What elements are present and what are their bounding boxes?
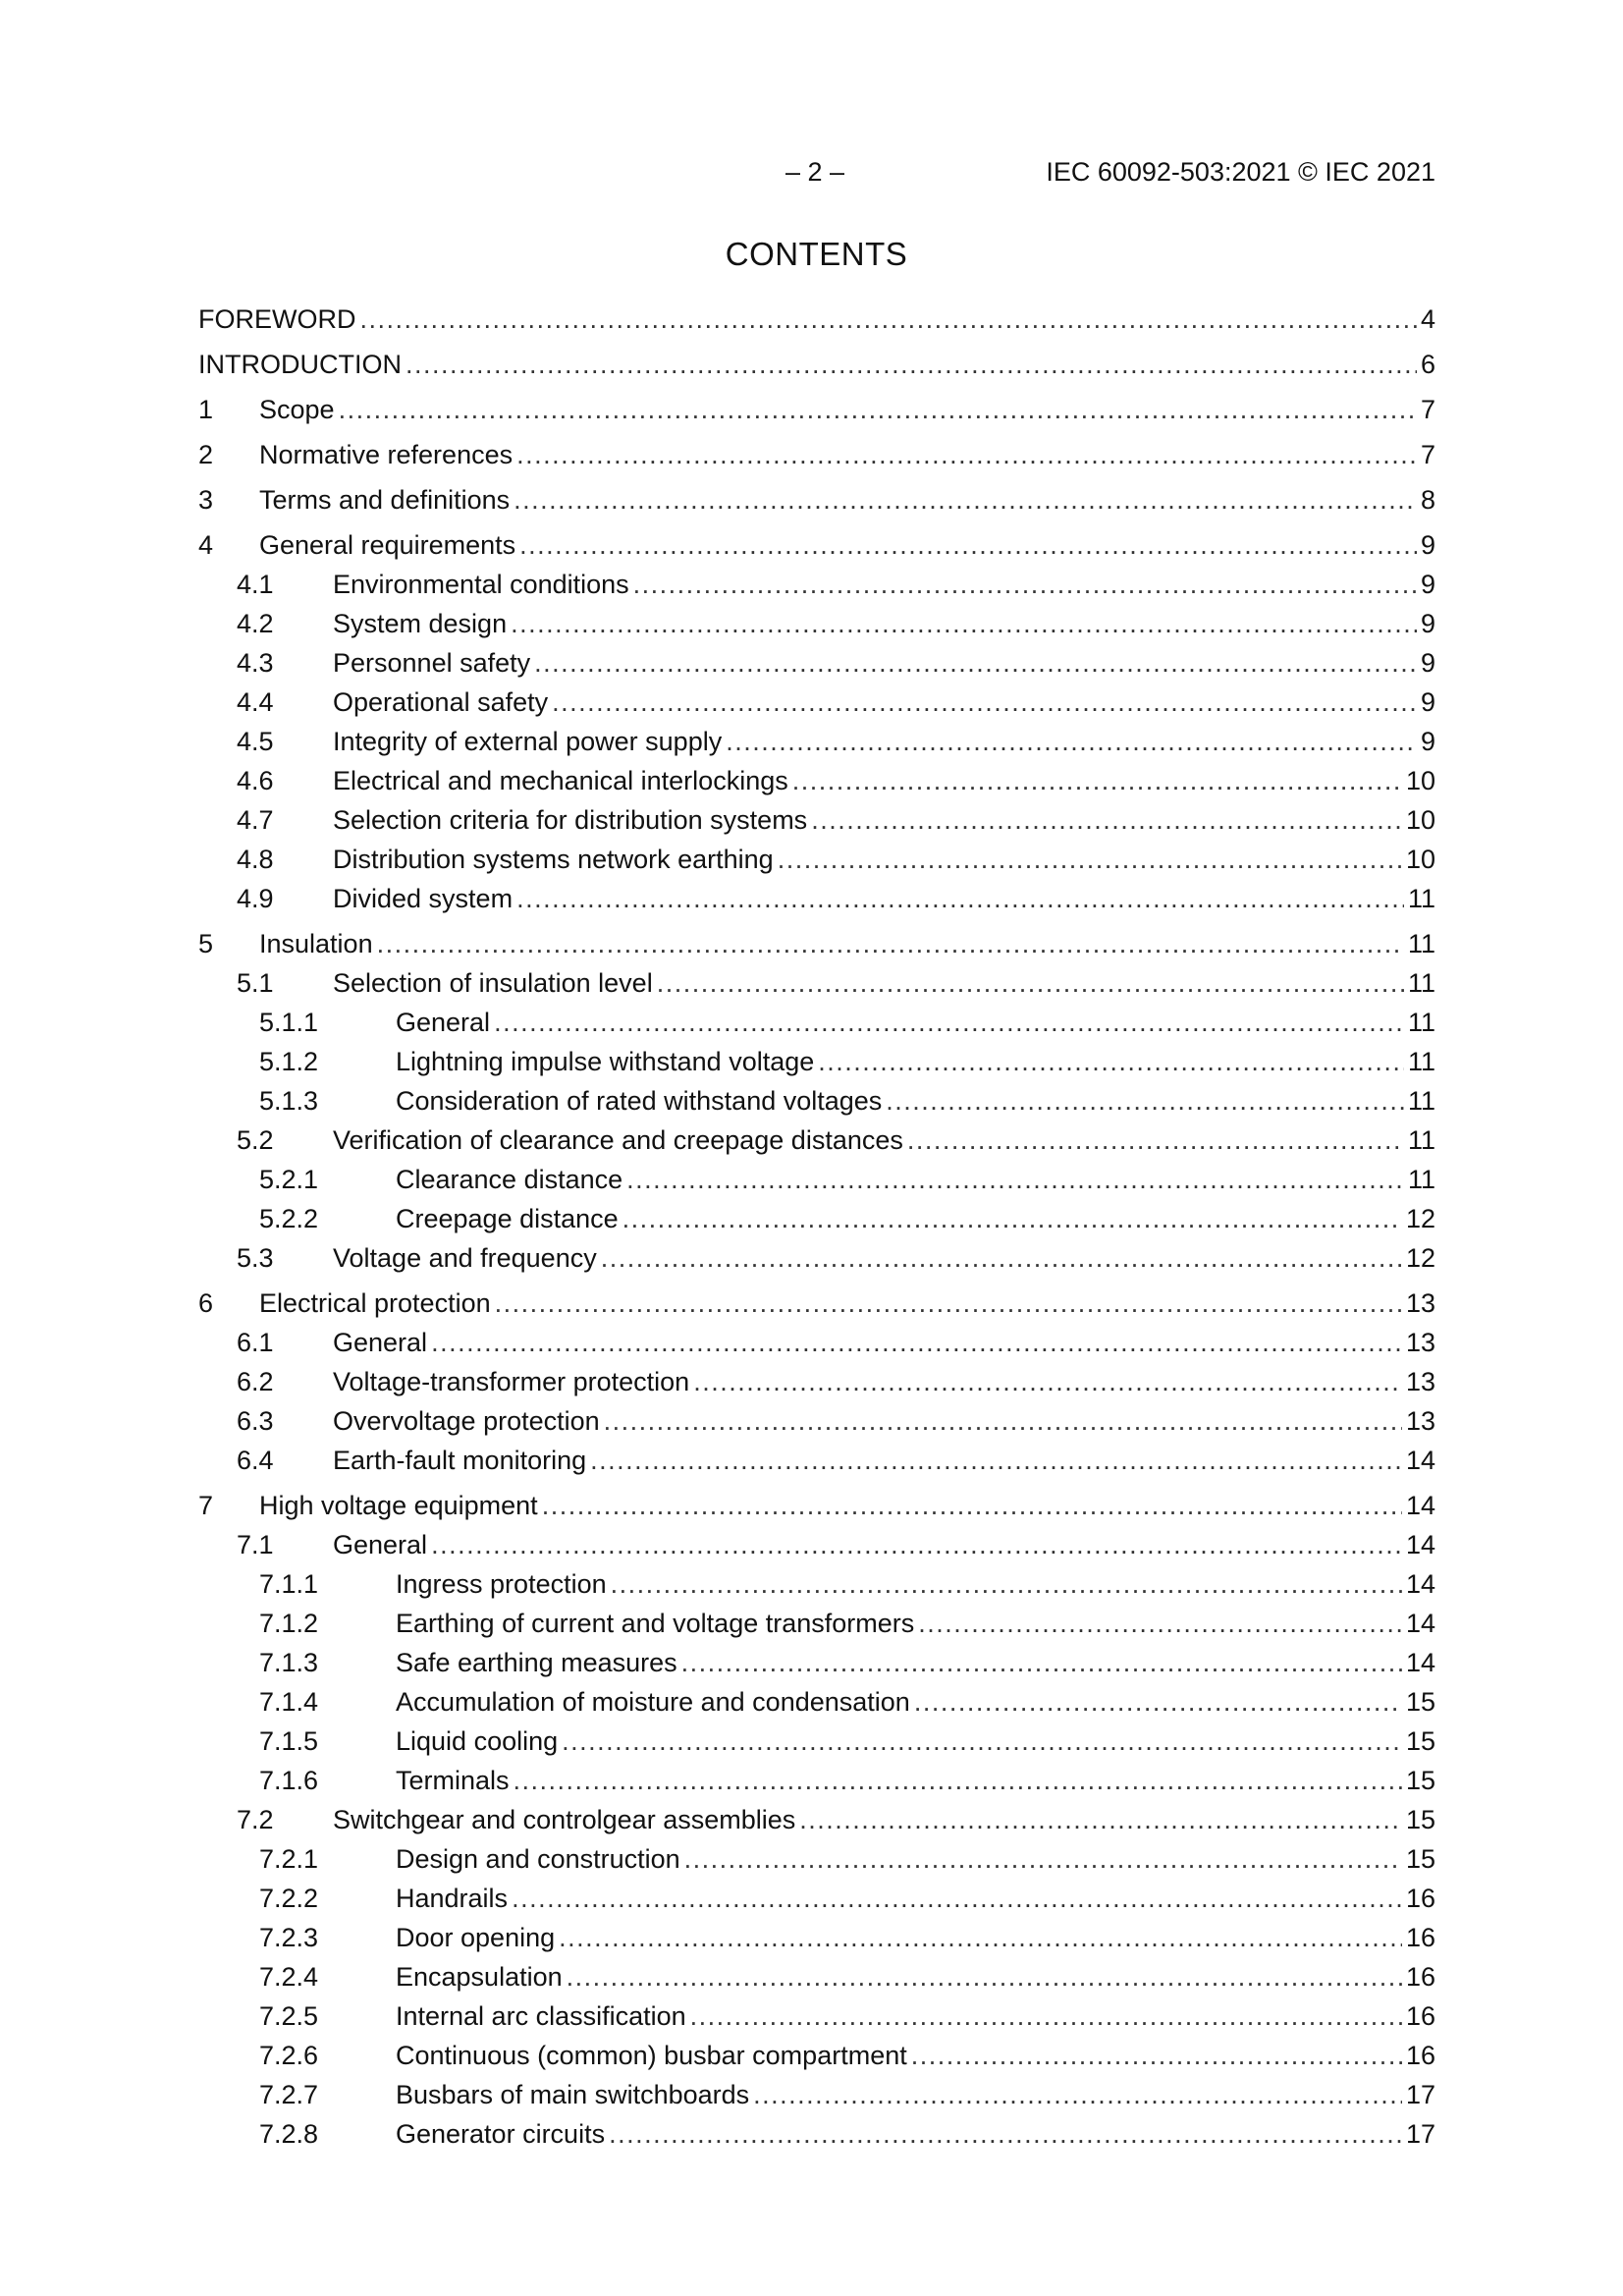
toc-entry-page: 12 [1405, 1243, 1435, 1273]
toc-entry-title: General requirements [259, 530, 516, 560]
toc-entry-number: 4.9 [237, 884, 274, 913]
toc-entry-title: System design [333, 609, 508, 638]
toc-entry-number: 4.5 [237, 727, 274, 756]
toc-entry[interactable] [198, 345, 1435, 384]
toc-entry[interactable] [198, 722, 1435, 761]
toc-entry[interactable] [198, 604, 1435, 643]
toc-entry-page: 14 [1405, 1609, 1435, 1638]
toc-entry[interactable] [198, 1121, 1435, 1160]
toc-entry[interactable] [198, 1800, 1435, 1839]
toc-entry-page: 13 [1405, 1367, 1435, 1396]
toc-entry-title: Clearance distance [396, 1165, 623, 1194]
toc-entry-title: Selection of insulation level [333, 968, 653, 998]
toc-entry-number: 3 [198, 485, 214, 515]
dot-leader [516, 879, 1404, 918]
toc-entry-title: Lightning impulse withstand voltage [396, 1047, 815, 1076]
dot-leader [907, 1121, 1404, 1160]
toc-entry[interactable] [198, 1401, 1435, 1441]
toc-entry-page: 11 [1407, 1008, 1435, 1037]
toc-entry-number: 5 [198, 929, 214, 958]
toc-entry-number: 4.2 [237, 609, 274, 638]
dot-leader [914, 1682, 1402, 1722]
dot-leader [514, 1761, 1402, 1800]
dot-leader [534, 643, 1417, 683]
toc-entry-number: 5.3 [237, 1243, 274, 1273]
toc-entry[interactable] [198, 1564, 1435, 1604]
toc-entry-page: 14 [1405, 1491, 1435, 1520]
toc-entry-page: 13 [1405, 1328, 1435, 1357]
toc-entry-title: FOREWORD [198, 304, 356, 334]
toc-entry-page: 9 [1420, 530, 1435, 560]
toc-entry[interactable] [198, 1525, 1435, 1564]
dot-leader [886, 1081, 1404, 1121]
toc-entry[interactable] [198, 1879, 1435, 1918]
toc-entry-number: 4.8 [237, 845, 274, 874]
toc-entry-title: Overvoltage protection [333, 1406, 600, 1436]
toc-entry-title: Electrical and mechanical interlockings [333, 766, 788, 795]
toc-entry-page: 14 [1405, 1446, 1435, 1475]
toc-entry-page: 14 [1405, 1569, 1435, 1599]
toc-entry-number: 6 [198, 1288, 214, 1318]
toc-entry-number: 7.2 [237, 1805, 274, 1834]
dot-leader [693, 1362, 1402, 1401]
toc-entry-page: 9 [1420, 570, 1435, 599]
toc-entry-title: Scope [259, 395, 335, 424]
toc-entry-page: 14 [1405, 1530, 1435, 1559]
toc-entry-number: 7.1.2 [259, 1609, 319, 1638]
toc-entry-page: 11 [1407, 929, 1435, 958]
toc-entry[interactable] [198, 525, 1435, 565]
dot-leader [753, 2075, 1402, 2114]
toc-entry-number: 7.2.2 [259, 1884, 319, 1913]
toc-entry-number: 5.1.1 [259, 1008, 319, 1037]
toc-entry[interactable] [198, 2075, 1435, 2114]
toc-entry[interactable] [198, 1323, 1435, 1362]
toc-entry[interactable] [198, 840, 1435, 879]
toc-entry-title: Design and construction [396, 1844, 680, 1874]
toc-entry-title: Terms and definitions [259, 485, 511, 515]
toc-entry-title: Voltage and frequency [333, 1243, 597, 1273]
toc-entry[interactable] [198, 390, 1435, 429]
dot-leader [519, 525, 1417, 565]
dot-leader [542, 1486, 1402, 1525]
dot-leader [431, 1525, 1402, 1564]
toc-entry[interactable] [198, 643, 1435, 683]
dot-leader [609, 2114, 1402, 2154]
toc-entry-page: 17 [1405, 2119, 1435, 2149]
toc-entry-number: 7.2.6 [259, 2041, 319, 2070]
toc-entry-title: Accumulation of moisture and condensation [396, 1687, 910, 1717]
dot-leader [339, 390, 1417, 429]
dot-leader [918, 1604, 1402, 1643]
toc-entry-title: Personnel safety [333, 648, 531, 678]
toc-entry-page: 11 [1407, 1086, 1435, 1116]
toc-entry[interactable] [198, 565, 1435, 604]
toc-entry[interactable] [198, 683, 1435, 722]
toc-entry[interactable] [198, 1003, 1435, 1042]
toc-entry-title: Voltage-transformer protection [333, 1367, 690, 1396]
toc-entry[interactable] [198, 480, 1435, 519]
dot-leader [516, 435, 1417, 474]
dot-leader [514, 480, 1417, 519]
toc-entry-number: 4 [198, 530, 214, 560]
toc-entry[interactable] [198, 1486, 1435, 1525]
dot-leader [657, 963, 1404, 1003]
toc-entry[interactable] [198, 435, 1435, 474]
toc-entry-title: General [396, 1008, 491, 1037]
toc-entry-title: INTRODUCTION [198, 350, 402, 379]
toc-entry[interactable] [198, 1918, 1435, 1957]
dot-leader [792, 761, 1402, 800]
toc-entry-title: Verification of clearance and creepage distances [333, 1125, 903, 1155]
toc-entry-number: 7.1.1 [259, 1569, 319, 1599]
toc-entry-number: 5.2.1 [259, 1165, 319, 1194]
toc-entry[interactable] [198, 1042, 1435, 1081]
toc-entry-title: Divided system [333, 884, 514, 913]
toc-entry-page: 9 [1420, 609, 1435, 638]
toc-entry-title: Terminals [396, 1766, 510, 1795]
toc-entry-page: 15 [1405, 1805, 1435, 1834]
dot-leader [778, 840, 1402, 879]
toc-entry-page: 8 [1420, 485, 1435, 515]
toc-entry-page: 10 [1405, 845, 1435, 874]
toc-entry[interactable] [198, 1238, 1435, 1278]
toc-entry-page: 7 [1420, 440, 1435, 469]
toc-entry-title: Insulation [259, 929, 373, 958]
toc-entry[interactable] [198, 924, 1435, 963]
toc-entry-number: 6.2 [237, 1367, 274, 1396]
toc-entry-number: 5.2 [237, 1125, 274, 1155]
dot-leader [377, 924, 1404, 963]
dot-leader [601, 1238, 1402, 1278]
toc-entry-number: 7.2.7 [259, 2080, 319, 2109]
dot-leader [626, 1160, 1404, 1199]
toc-entry-number: 4.3 [237, 648, 274, 678]
toc-entry[interactable] [198, 879, 1435, 918]
toc-entry[interactable] [198, 1643, 1435, 1682]
toc-entry-number: 7.1.6 [259, 1766, 319, 1795]
toc-entry-number: 5.1.2 [259, 1047, 319, 1076]
dot-leader [552, 683, 1417, 722]
toc-entry[interactable] [198, 2114, 1435, 2154]
dot-leader [359, 300, 1416, 339]
toc-entry-page: 12 [1405, 1204, 1435, 1233]
toc-entry-number: 7.1.4 [259, 1687, 319, 1717]
toc-entry-page: 6 [1420, 350, 1435, 379]
dot-leader [611, 1564, 1402, 1604]
toc-entry-title: Busbars of main switchboards [396, 2080, 750, 2109]
toc-entry-page: 11 [1407, 968, 1435, 998]
table-of-contents [198, 300, 1435, 2154]
toc-entry-number: 7.2.4 [259, 1962, 319, 1992]
toc-entry-page: 11 [1407, 1125, 1435, 1155]
toc-entry-number: 6.1 [237, 1328, 274, 1357]
toc-entry-title: Continuous (common) busbar compartment [396, 2041, 907, 2070]
toc-entry-title: Earth-fault monitoring [333, 1446, 587, 1475]
toc-entry-title: Electrical protection [259, 1288, 491, 1318]
toc-entry-page: 9 [1420, 687, 1435, 717]
toc-entry-title: Consideration of rated withstand voltages [396, 1086, 883, 1116]
toc-entry-page: 16 [1405, 1884, 1435, 1913]
toc-entry-title: Ingress protection [396, 1569, 607, 1599]
dot-leader [512, 1879, 1402, 1918]
toc-entry-number: 7.2.8 [259, 2119, 319, 2149]
toc-entry-page: 4 [1420, 304, 1435, 334]
toc-entry-title: Selection criteria for distribution systems [333, 805, 808, 835]
toc-entry[interactable] [198, 1362, 1435, 1401]
toc-entry-page: 16 [1405, 1962, 1435, 1992]
toc-entry-title: Environmental conditions [333, 570, 629, 599]
toc-entry-title: Normative references [259, 440, 514, 469]
dot-leader [431, 1323, 1402, 1362]
dot-leader [690, 1996, 1402, 2036]
toc-entry-page: 10 [1405, 805, 1435, 835]
toc-entry-number: 5.1 [237, 968, 274, 998]
toc-entry-title: Handrails [396, 1884, 509, 1913]
toc-entry-page: 10 [1405, 766, 1435, 795]
toc-entry-number: 7.1 [237, 1530, 274, 1559]
toc-entry-title: Liquid cooling [396, 1726, 559, 1756]
toc-entry[interactable] [198, 1996, 1435, 2036]
toc-entry-title: Earthing of current and voltage transformers [396, 1609, 915, 1638]
toc-entry-page: 15 [1405, 1766, 1435, 1795]
dot-leader [567, 1957, 1402, 1996]
toc-entry-number: 4.4 [237, 687, 274, 717]
toc-entry[interactable] [198, 1761, 1435, 1800]
toc-entry-page: 11 [1407, 884, 1435, 913]
toc-entry-number: 6.4 [237, 1446, 274, 1475]
toc-entry[interactable] [198, 1284, 1435, 1323]
toc-entry-title: High voltage equipment [259, 1491, 538, 1520]
dot-leader [559, 1918, 1402, 1957]
dot-leader [622, 1199, 1402, 1238]
toc-entry-page: 13 [1405, 1288, 1435, 1318]
dot-leader [726, 722, 1417, 761]
dot-leader [911, 2036, 1402, 2075]
dot-leader [633, 565, 1417, 604]
toc-entry-page: 13 [1405, 1406, 1435, 1436]
toc-entry-number: 4.1 [237, 570, 274, 599]
toc-entry-page: 16 [1405, 2001, 1435, 2031]
toc-entry-title: Operational safety [333, 687, 549, 717]
toc-entry[interactable] [198, 1199, 1435, 1238]
toc-entry[interactable] [198, 963, 1435, 1003]
toc-entry[interactable] [198, 1604, 1435, 1643]
toc-entry-page: 11 [1407, 1165, 1435, 1194]
toc-entry-number: 4.6 [237, 766, 274, 795]
toc-entry[interactable] [198, 1957, 1435, 1996]
toc-entry-page: 14 [1405, 1648, 1435, 1677]
toc-entry-number: 7.2.1 [259, 1844, 319, 1874]
toc-entry-title: Generator circuits [396, 2119, 606, 2149]
toc-entry-page: 16 [1405, 1923, 1435, 1952]
toc-entry[interactable] [198, 300, 1435, 339]
toc-entry-number: 7.1.3 [259, 1648, 319, 1677]
toc-entry-page: 7 [1420, 395, 1435, 424]
dot-leader [562, 1722, 1402, 1761]
toc-entry[interactable] [198, 1722, 1435, 1761]
dot-leader [799, 1800, 1402, 1839]
toc-entry-number: 7 [198, 1491, 214, 1520]
toc-entry-title: Internal arc classification [396, 2001, 686, 2031]
dot-leader [684, 1839, 1402, 1879]
toc-entry[interactable] [198, 2036, 1435, 2075]
toc-entry-number: 2 [198, 440, 214, 469]
toc-entry-title: Encapsulation [396, 1962, 563, 1992]
document-id: IEC 60092-503:2021 © IEC 2021 [1046, 157, 1435, 187]
dot-leader [818, 1042, 1404, 1081]
toc-entry-number: 5.2.2 [259, 1204, 319, 1233]
toc-entry[interactable] [198, 1839, 1435, 1879]
dot-leader [590, 1441, 1402, 1480]
toc-entry-page: 11 [1407, 1047, 1435, 1076]
toc-entry-title: Switchgear and controlgear assemblies [333, 1805, 796, 1834]
toc-entry-title: General [333, 1328, 428, 1357]
toc-entry-title: Door opening [396, 1923, 556, 1952]
page-title: CONTENTS [725, 236, 908, 272]
toc-entry[interactable] [198, 1441, 1435, 1480]
dot-leader [406, 345, 1417, 384]
dot-leader [681, 1643, 1402, 1682]
page-header [0, 157, 1623, 196]
toc-entry-page: 15 [1405, 1687, 1435, 1717]
toc-entry-page: 9 [1420, 648, 1435, 678]
toc-entry-page: 15 [1405, 1726, 1435, 1756]
toc-entry-title: Creepage distance [396, 1204, 619, 1233]
page-number: – 2 – [785, 157, 845, 187]
toc-entry-number: 5.1.3 [259, 1086, 319, 1116]
toc-entry[interactable] [198, 761, 1435, 800]
toc-entry-number: 7.2.5 [259, 2001, 319, 2031]
dot-leader [811, 800, 1402, 840]
toc-entry-page: 17 [1405, 2080, 1435, 2109]
dot-leader [511, 604, 1417, 643]
toc-entry[interactable] [198, 1682, 1435, 1722]
toc-entry-title: General [333, 1530, 428, 1559]
toc-entry-page: 15 [1405, 1844, 1435, 1874]
toc-entry[interactable] [198, 800, 1435, 840]
toc-entry-number: 6.3 [237, 1406, 274, 1436]
dot-leader [494, 1003, 1404, 1042]
toc-entry-number: 4.7 [237, 805, 274, 835]
toc-entry-number: 7.2.3 [259, 1923, 319, 1952]
toc-entry-number: 1 [198, 395, 214, 424]
toc-entry-page: 9 [1420, 727, 1435, 756]
toc-entry[interactable] [198, 1081, 1435, 1121]
toc-entry[interactable] [198, 1160, 1435, 1199]
toc-entry-title: Integrity of external power supply [333, 727, 723, 756]
dot-leader [604, 1401, 1402, 1441]
toc-entry-title: Distribution systems network earthing [333, 845, 774, 874]
dot-leader [495, 1284, 1402, 1323]
toc-entry-page: 16 [1405, 2041, 1435, 2070]
toc-entry-title: Safe earthing measures [396, 1648, 677, 1677]
toc-entry-number: 7.1.5 [259, 1726, 319, 1756]
